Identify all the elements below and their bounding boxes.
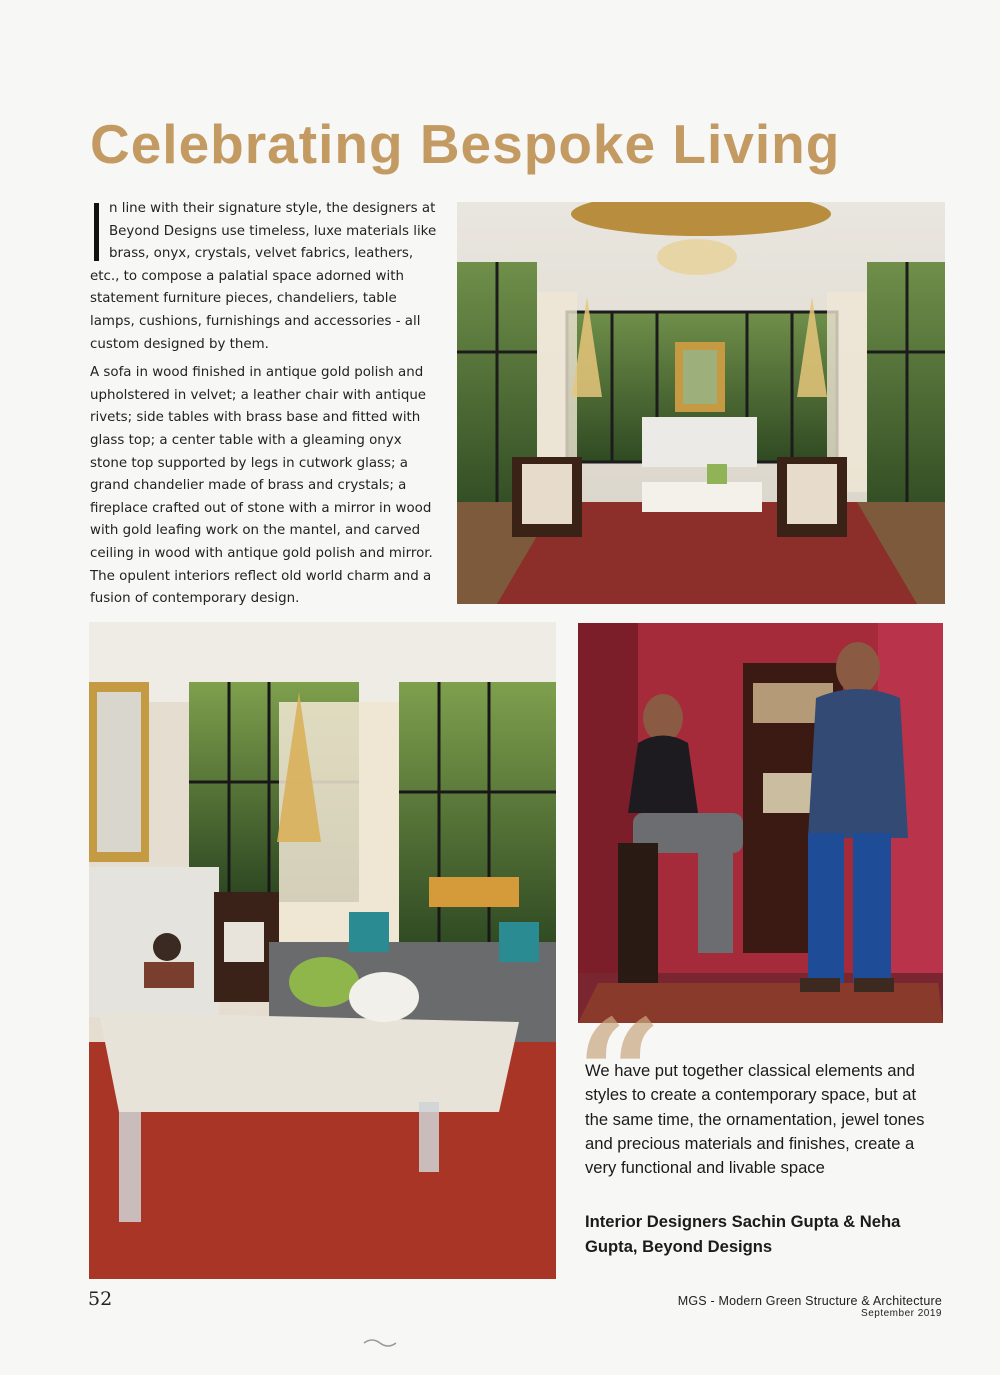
article-title: Celebrating Bespoke Living	[90, 113, 841, 175]
designers-portrait-photo	[578, 623, 943, 1023]
issue-date: September 2019	[861, 1308, 942, 1319]
living-room-photo	[457, 202, 945, 604]
drop-cap-bar	[94, 203, 99, 261]
quote-mark-icon: “	[576, 987, 663, 1163]
fold-mark-icon	[362, 1335, 398, 1349]
magazine-name: MGS - Modern Green Structure & Architecture	[677, 1294, 942, 1308]
quote-credit: Interior Designers Sachin Gupta & Neha Gupta, Beyond Designs	[585, 1212, 901, 1256]
magazine-footer	[678, 1294, 942, 1319]
intro-paragraph-1: n line with their signature style, the designers at Beyond Designs use timeless, luxe materials like brass, onyx, crystals, velvet fabrics, leathers, etc., to compose a palatial space adorned with statement furniture pieces, chandeliers, table lamps, cushions, furnishings and accessories - all custom designed by them.	[90, 201, 437, 352]
sofa-table-photo	[89, 622, 556, 1279]
pull-quote: We have put together classical elements and styles to create a contemporary space, but at the same time, the ornamentation, jewel tones and precious materials and finishes, create a very functional and livable space	[585, 1061, 925, 1178]
page-number: 52	[88, 1288, 113, 1310]
intro-paragraph-2: A sofa in wood finished in antique gold polish and upholstered in velvet; a leather chair with antique rivets; side tables with brass base and fitted with glass top; a center table with a gleaming onyx stone top supported by legs in cutwork glass; a grand chandelier made of brass and crystals; a fireplace crafted out of stone with a mirror in wood with gold leafing work on the mantel, and carved ceiling in wood with antique gold polish and mirror. The opulent interiors reflect old world charm and a fusion of contemporary design.	[90, 365, 433, 607]
intro-text	[90, 198, 440, 617]
